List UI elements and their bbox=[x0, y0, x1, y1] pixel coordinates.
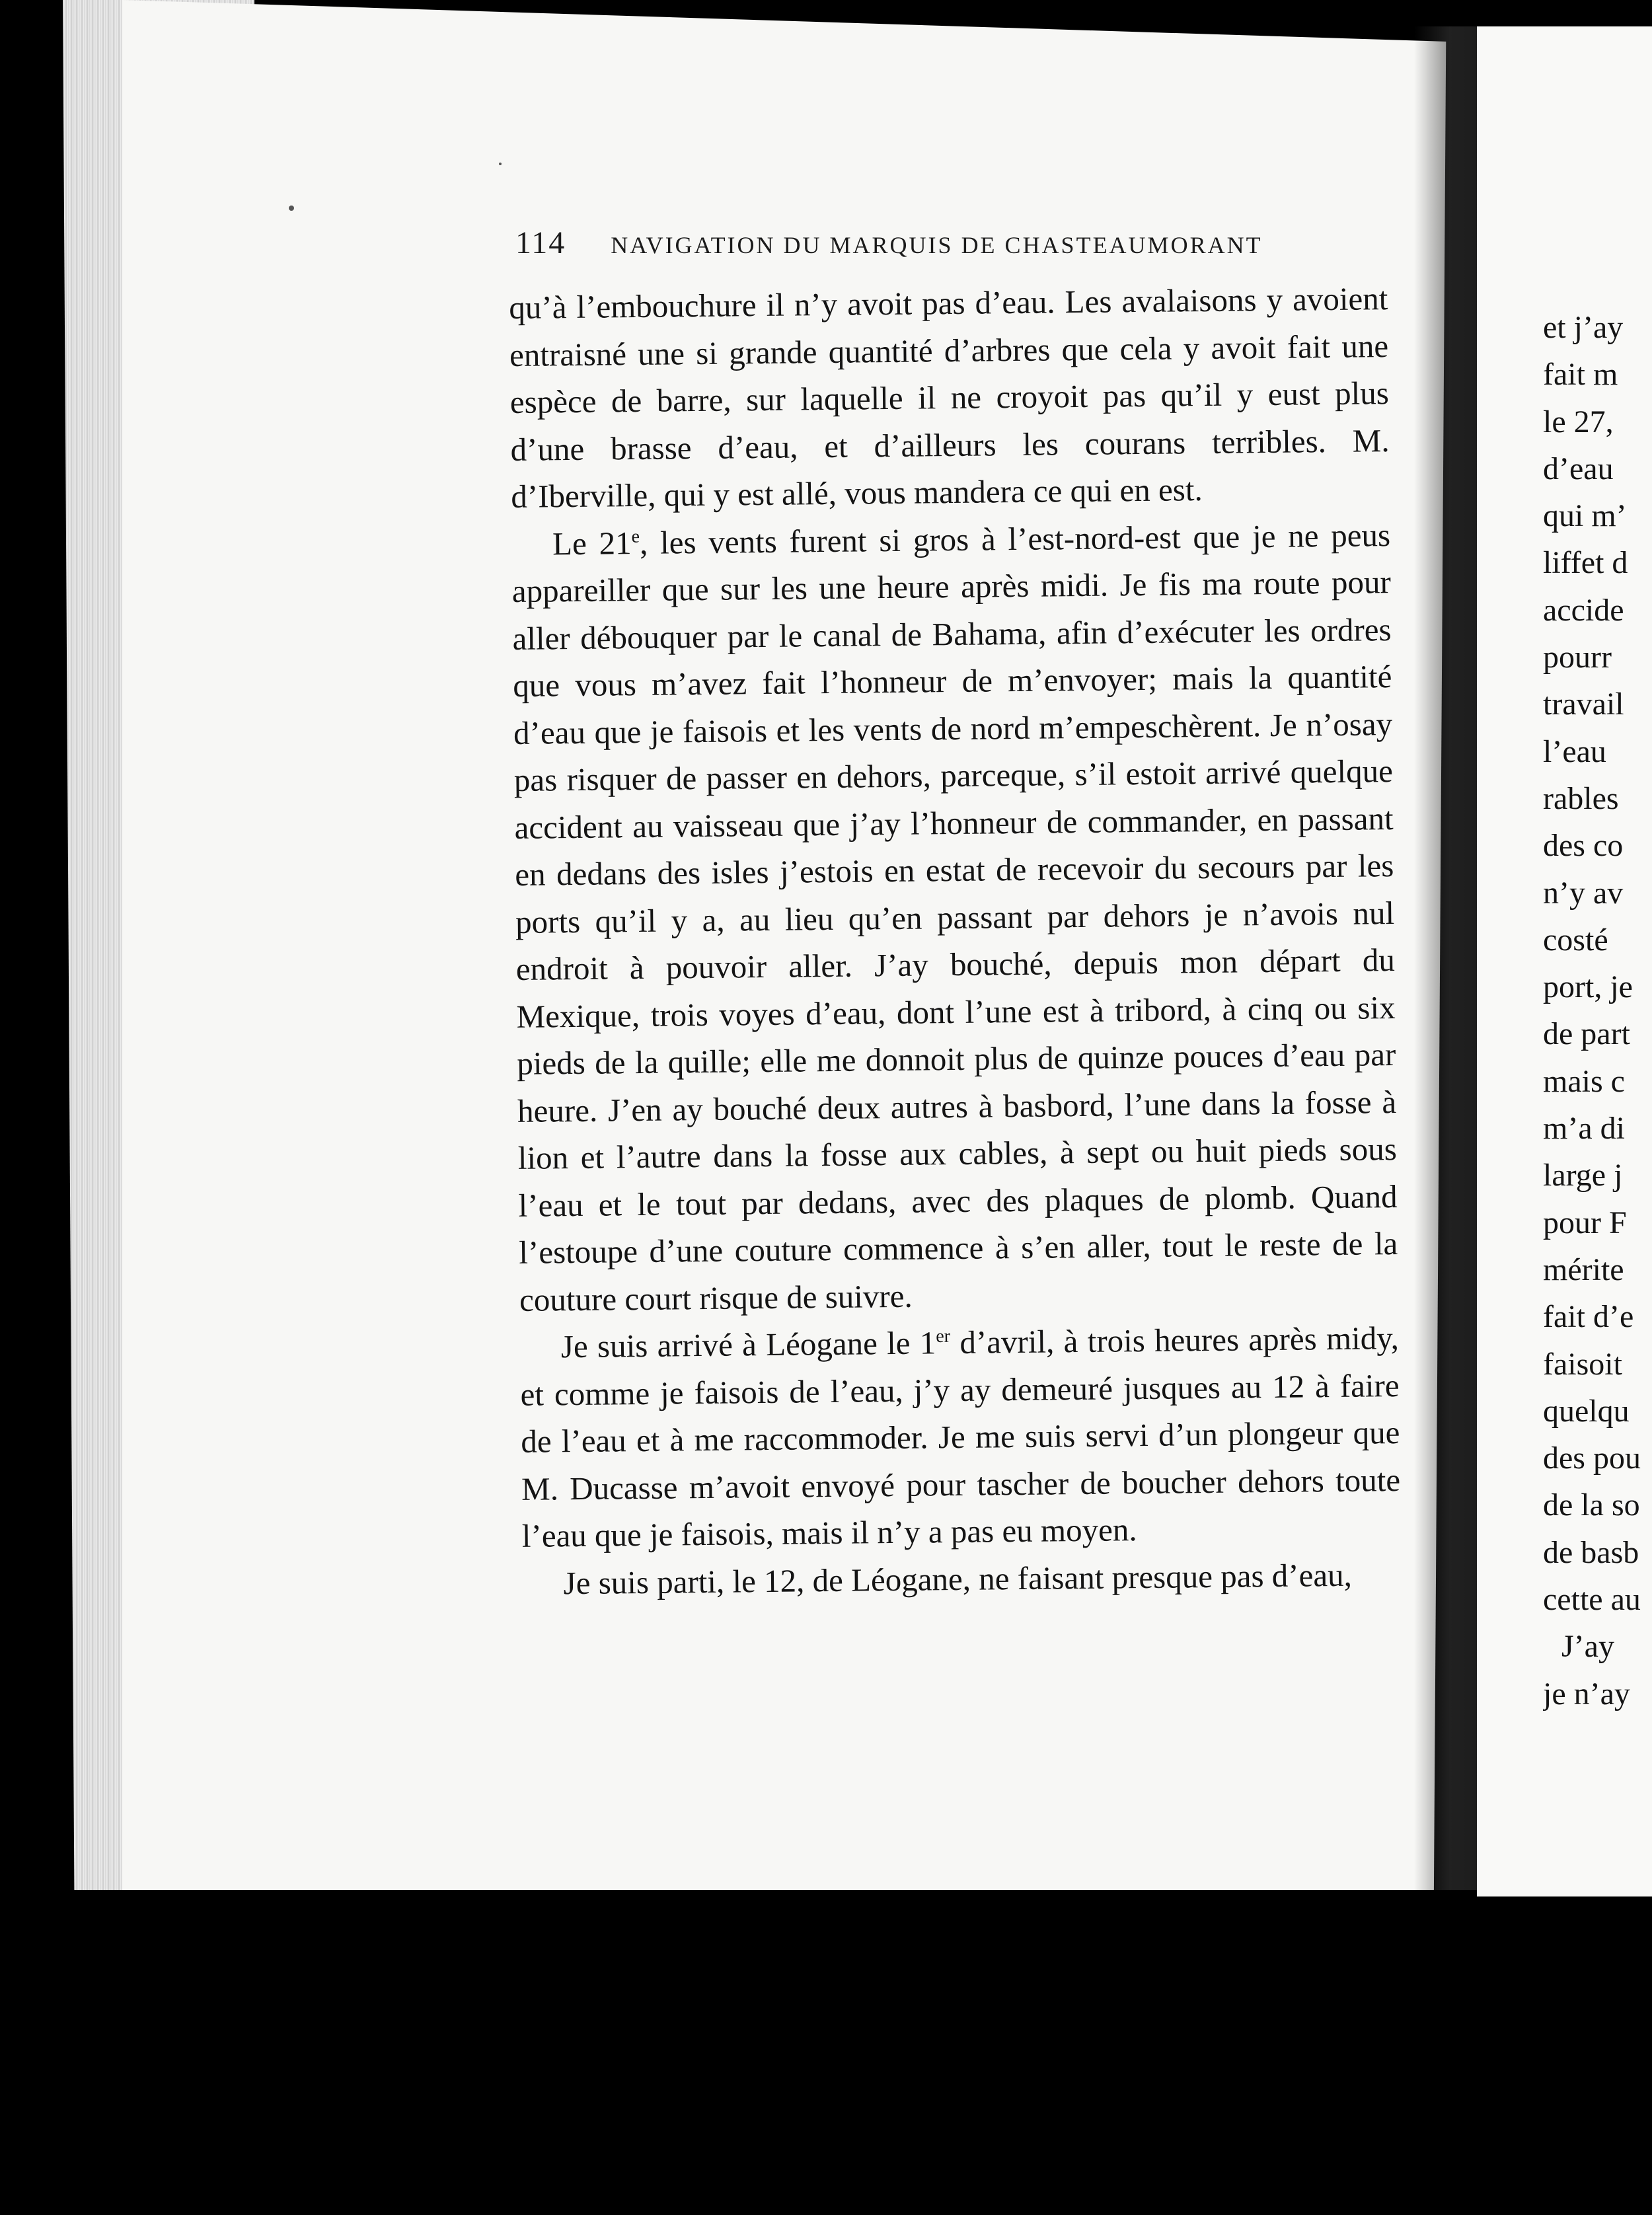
superscript: er bbox=[936, 1326, 951, 1347]
line-fragment: pourr bbox=[1543, 640, 1612, 675]
running-head bbox=[515, 225, 1295, 261]
paragraph-text: qu’à l’embouchure il n’y avoit pas d’eau. Les avalaisons y avoient entraisné une si grande quantité d’arbres que cela y avoit fait une espèce de barre, sur laquelle il ne croyoit pas qu’il y eust plus d’une brasse d’eau, et d’ailleurs les courans terribles. M. d’Iberville, qui y est allé, vous mandera ce qui en est. bbox=[509, 280, 1390, 515]
body-text bbox=[509, 275, 1402, 1607]
line-fragment: fait d’e bbox=[1543, 1299, 1634, 1335]
line-fragment: d’eau bbox=[1543, 451, 1614, 486]
paragraph-text: , les vents furent si gros à l’est-nord-est que je ne peus appareiller que sur les une heure après midi. Je fis ma route pour aller débouquer par le canal de Bahama, afin d’exécuter les ordres que vous m’avez fait l’honneur de m’envoyer; mais la quantité d’eau que je faisois et les vents de nord m’empeschèrent. Je n’osay pas risquer de passer en dehors, parceque, s’il estoit arrivé quelque accident au vaisseau que j’ay l’honneur de commander, en passant en dedans des isles j’estois en estat de recevoir du secours par les ports qu’il y a, au lieu qu’en passant par dehors je n’avois nul endroit à pouvoir aller. J’ay bouché, depuis mon départ du Mexique, trois voyes d’eau, dont l’une est à tribord, à cinq ou six pieds de la quille; elle me donnoit plus de quinze pouces d’eau par heure. J’en ay bouché deux autres à basbord, l’une dans la fosse à lion et l’autre dans la fosse aux cables, à sept ou huit pieds sous l’eau et le tout par dedans, avec des plaques de plomb. Quand l’estoupe d’une couture commence à s’en aller, tout le reste de la couture court risque de suivre. bbox=[511, 516, 1398, 1318]
paragraph bbox=[511, 511, 1399, 1324]
paragraph bbox=[522, 1550, 1402, 1606]
line-fragment: costé bbox=[1543, 922, 1608, 957]
line-fragment: faisoit bbox=[1543, 1346, 1622, 1382]
paragraph bbox=[519, 1314, 1401, 1559]
line-fragment: de basb bbox=[1543, 1534, 1639, 1570]
line-fragment: des co bbox=[1543, 828, 1624, 864]
running-title: NAVIGATION DU MARQUIS DE CHASTEAUMORANT bbox=[611, 232, 1263, 258]
line-fragment: accide bbox=[1543, 592, 1624, 628]
line-fragment: de la so bbox=[1543, 1487, 1640, 1523]
superscript: e bbox=[631, 526, 640, 547]
line-fragment: mérite bbox=[1543, 1252, 1624, 1287]
line-fragment: large j bbox=[1543, 1158, 1623, 1193]
line-fragment: n’y av bbox=[1543, 875, 1624, 911]
line-fragment: mais c bbox=[1543, 1063, 1625, 1099]
line-fragment: port, je bbox=[1543, 969, 1633, 1005]
line-fragment: pour F bbox=[1543, 1205, 1627, 1240]
line-fragment: rables bbox=[1543, 780, 1619, 816]
line-fragment: J’ay bbox=[1561, 1629, 1614, 1665]
line-fragment: quelqu bbox=[1543, 1393, 1630, 1429]
line-fragment: qui m’ bbox=[1543, 498, 1627, 534]
line-fragment: cette au bbox=[1543, 1582, 1641, 1618]
paragraph-lead: Le 21 bbox=[552, 524, 632, 562]
paragraph-text: Je suis parti, le 12, de Léogane, ne faisant presque pas d’eau, bbox=[563, 1556, 1353, 1601]
line-fragment: des pou bbox=[1543, 1441, 1641, 1476]
paper-speck bbox=[499, 163, 502, 165]
line-fragment: de part bbox=[1543, 1016, 1630, 1052]
line-fragment: et j’ay bbox=[1543, 310, 1624, 345]
line-fragment: le 27, bbox=[1543, 404, 1614, 439]
paragraph-lead: Je suis arrivé à Léogane le 1 bbox=[560, 1324, 936, 1365]
line-fragment: liffet d bbox=[1543, 545, 1628, 581]
paragraph bbox=[509, 275, 1390, 520]
line-fragment: je n’ay bbox=[1543, 1676, 1630, 1711]
line-fragment: travail bbox=[1543, 687, 1624, 722]
paper-speck bbox=[289, 206, 294, 211]
page-number: 114 bbox=[515, 225, 566, 260]
right-page-text bbox=[1543, 304, 1652, 1717]
paragraph-text: d’avril, à trois heures après midy, et comme je faisois de l’eau, j’y ay demeuré jusques au 12 à faire de l’eau et à me raccommoder. Je me suis servi d’un plongeur que M. Ducasse m’avoit envoyé pour tascher de boucher dehors toute l’eau que je faisois, mais il n’y a pas eu moyen. bbox=[520, 1319, 1401, 1554]
line-fragment: m’a di bbox=[1543, 1111, 1625, 1146]
line-fragment: fait m bbox=[1543, 357, 1618, 393]
line-fragment: l’eau bbox=[1543, 733, 1606, 769]
